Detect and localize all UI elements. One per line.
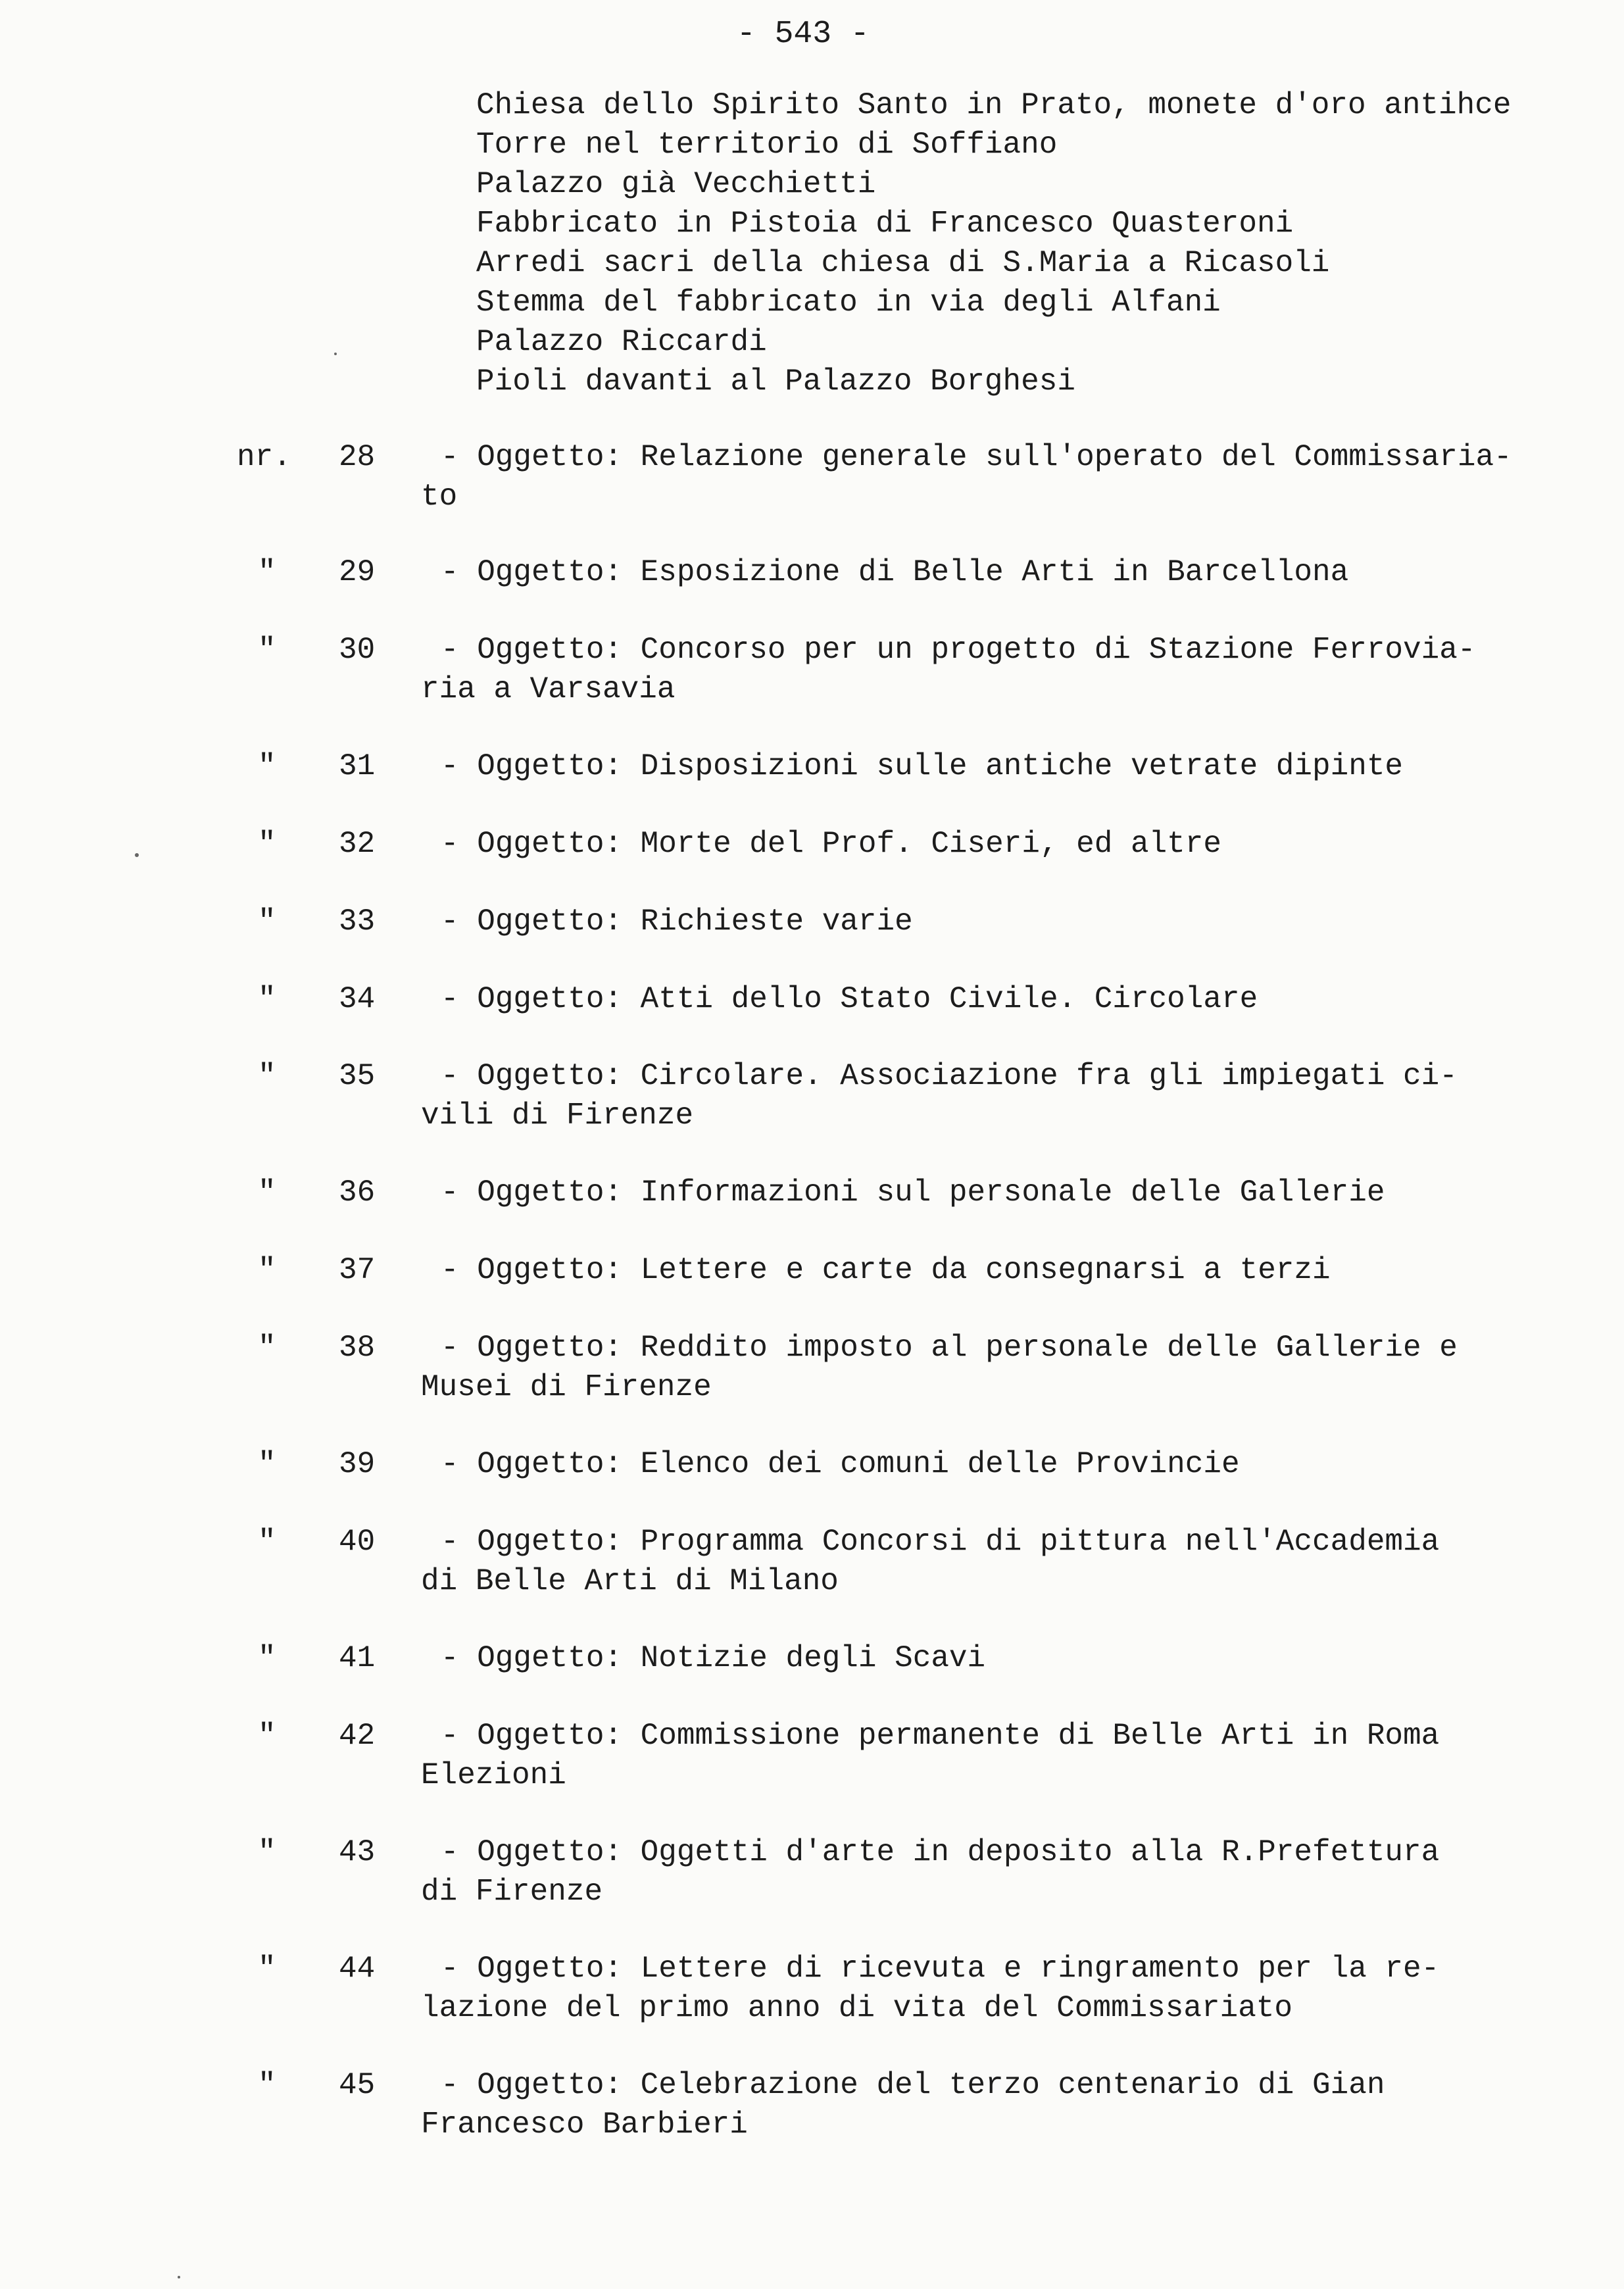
list-item: Chiesa dello Spirito Santo in Prato, monete d'oro antihce: [476, 88, 1512, 122]
entry-number: 33: [339, 904, 376, 939]
entry-text: [421, 630, 1618, 709]
entry-number: 44: [339, 1952, 376, 1986]
entry-number: 29: [339, 555, 376, 589]
ditto-mark: ": [258, 1835, 276, 1869]
entry-text: [421, 1833, 1618, 1911]
list-item: Palazzo già Vecchietti: [476, 167, 876, 201]
entry-number: 32: [339, 827, 376, 861]
entry-line: - Oggetto: Morte del Prof. Ciseri, ed altre: [441, 827, 1221, 861]
entry-number: 41: [339, 1641, 376, 1675]
list-item: Pioli davanti al Palazzo Borghesi: [476, 364, 1075, 399]
entry-text: [441, 1444, 1618, 1484]
list-item: Arredi sacri della chiesa di S.Maria a Ricasoli: [476, 246, 1330, 280]
continued-item-list: [476, 86, 1608, 401]
entry-text: [421, 1328, 1618, 1407]
entry-text: [421, 2065, 1618, 2144]
entry-line-continued: ria a Varsavia: [421, 672, 676, 706]
entry-text: [441, 902, 1618, 941]
entry-text: [421, 1056, 1618, 1135]
entry-line: - Oggetto: Concorso per un progetto di Stazione Ferrovia-: [441, 633, 1476, 667]
ditto-mark: ": [258, 1641, 276, 1675]
list-item: Fabbricato in Pistoia di Francesco Quasteroni: [476, 207, 1294, 241]
list-item: Palazzo Riccardi: [476, 325, 767, 359]
entry-line-continued: to: [421, 480, 458, 514]
ditto-mark: ": [258, 1331, 276, 1365]
entry-line-continued: di Firenze: [421, 1875, 603, 1909]
entry-line: - Oggetto: Informazioni sul personale delle Gallerie: [441, 1175, 1385, 1210]
ditto-mark: ": [258, 1253, 276, 1287]
entry-number: 35: [339, 1059, 376, 1093]
entry-line: - Oggetto: Celebrazione del terzo centenario di Gian: [441, 2068, 1385, 2102]
ditto-mark: ": [258, 749, 276, 783]
entry-number: 36: [339, 1175, 376, 1210]
ditto-mark: ": [258, 1175, 276, 1210]
entry-number: 40: [339, 1525, 376, 1559]
ditto-mark: ": [258, 1059, 276, 1093]
entry-line: - Oggetto: Lettere e carte da consegnarsi a terzi: [441, 1253, 1331, 1287]
paper-speck: [135, 853, 139, 857]
ditto-mark: ": [258, 904, 276, 939]
entry-line: - Oggetto: Circolare. Associazione fra gli impiegati ci-: [441, 1059, 1458, 1093]
entry-number: 43: [339, 1835, 376, 1869]
ditto-mark: ": [258, 982, 276, 1016]
entry-line: - Oggetto: Lettere di ricevuta e ringramento per la re-: [441, 1952, 1440, 1986]
entry-text: [441, 979, 1618, 1019]
entry-text: [441, 1173, 1618, 1212]
entry-text: [441, 553, 1618, 592]
entry-line: - Oggetto: Disposizioni sulle antiche vetrate dipinte: [441, 749, 1404, 783]
entry-text: [441, 1250, 1618, 1290]
entry-text: [421, 1522, 1618, 1601]
entry-number: 30: [339, 633, 376, 667]
entry-text: [441, 747, 1618, 786]
entry-line-continued: lazione del primo anno di vita del Commissariato: [421, 1991, 1293, 2025]
entry-number: 38: [339, 1331, 376, 1365]
ditto-mark: ": [258, 1952, 276, 1986]
entry-line: - Oggetto: Elenco dei comuni delle Provincie: [441, 1447, 1240, 1481]
entry-line-continued: di Belle Arti di Milano: [421, 1564, 839, 1598]
entry-text: [441, 1638, 1618, 1678]
ditto-mark: ": [258, 1719, 276, 1753]
paper-speck: [334, 353, 337, 355]
entry-line: - Oggetto: Programma Concorsi di pittura nell'Accademia: [441, 1525, 1440, 1559]
ditto-mark: ": [258, 633, 276, 667]
entry-line: - Oggetto: Relazione generale sull'operato del Commissaria-: [441, 440, 1512, 474]
ditto-mark: ": [258, 1525, 276, 1559]
entry-number: 39: [339, 1447, 376, 1481]
entry-prefix: nr.: [237, 440, 291, 474]
entry-line: - Oggetto: Oggetti d'arte in deposito alla R.Prefettura: [441, 1835, 1440, 1869]
entry-text: [421, 1716, 1618, 1795]
entry-text: [421, 1949, 1618, 2028]
entry-line: - Oggetto: Notizie degli Scavi: [441, 1641, 986, 1675]
entry-number: 37: [339, 1253, 376, 1287]
ditto-mark: ": [258, 1447, 276, 1481]
entry-line-continued: vili di Firenze: [421, 1098, 694, 1133]
entry-number: 34: [339, 982, 376, 1016]
page-number: - 543 -: [737, 16, 870, 52]
entry-number: 42: [339, 1719, 376, 1753]
entry-line-continued: Francesco Barbieri: [421, 2107, 748, 2142]
entry-text: [421, 437, 1618, 516]
entry-line-continued: Elezioni: [421, 1758, 566, 1792]
entry-text: [441, 824, 1618, 864]
list-item: Stemma del fabbricato in via degli Alfani: [476, 285, 1221, 320]
entry-line: - Oggetto: Reddito imposto al personale delle Gallerie e: [441, 1331, 1458, 1365]
entry-number: 28: [339, 440, 376, 474]
paper-speck: [178, 2276, 180, 2278]
list-item: Torre nel territorio di Soffiano: [476, 128, 1058, 162]
ditto-mark: ": [258, 827, 276, 861]
ditto-mark: ": [258, 555, 276, 589]
entry-number: 45: [339, 2068, 376, 2102]
entry-number: 31: [339, 749, 376, 783]
ditto-mark: ": [258, 2068, 276, 2102]
entry-line: - Oggetto: Atti dello Stato Civile. Circolare: [441, 982, 1258, 1016]
entry-line: - Oggetto: Esposizione di Belle Arti in Barcellona: [441, 555, 1349, 589]
entry-line: - Oggetto: Commissione permanente di Belle Arti in Roma: [441, 1719, 1440, 1753]
entry-line: - Oggetto: Richieste varie: [441, 904, 913, 939]
entry-line-continued: Musei di Firenze: [421, 1370, 712, 1404]
